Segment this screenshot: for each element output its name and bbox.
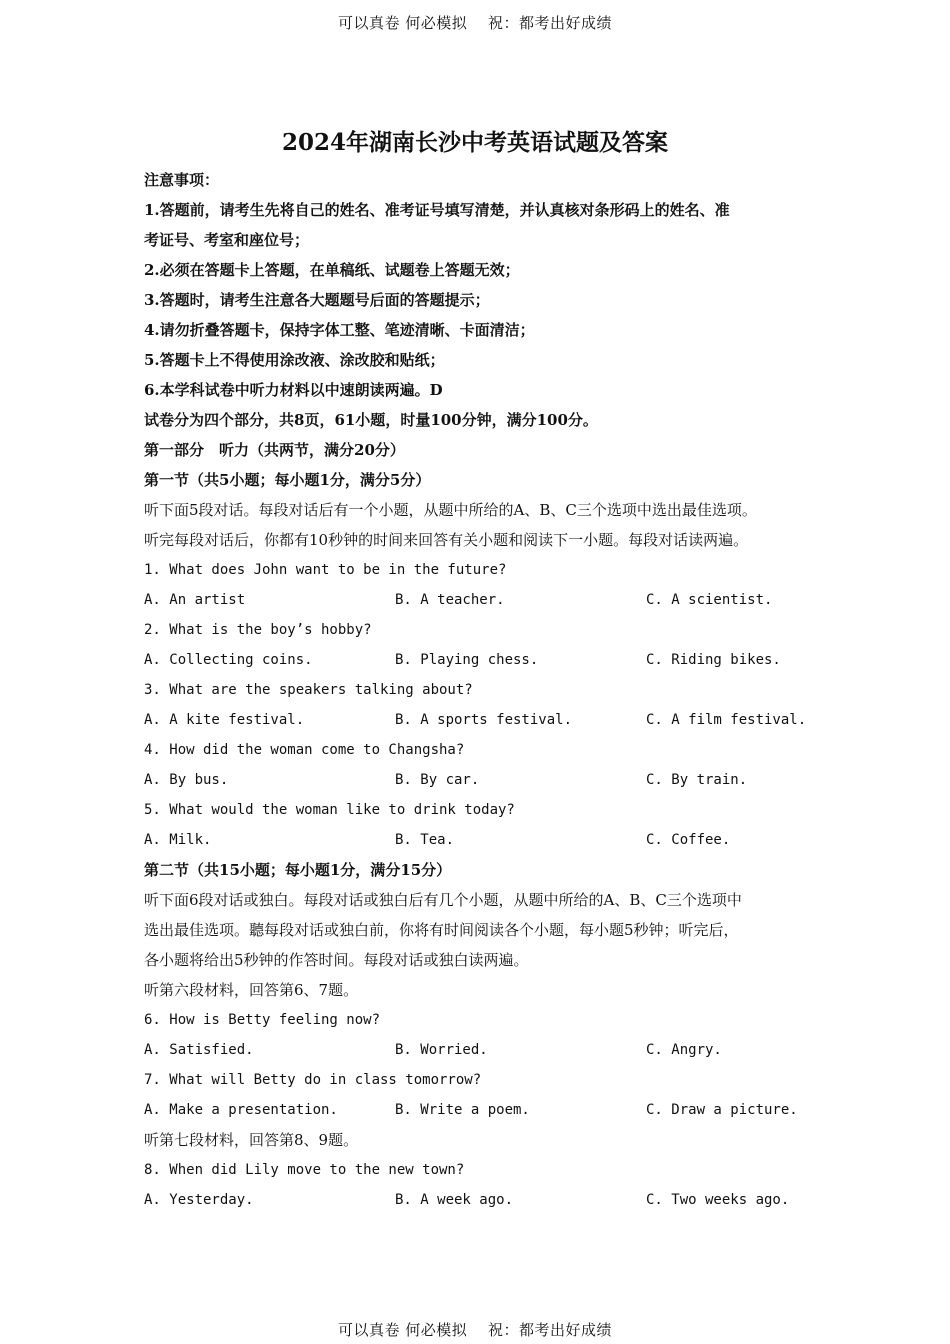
material7-questions [144,1155,814,1215]
section-instructions: 听完每段对话后，你都有10秒钟的时间来回答有关小题和阅读下一小题。每段对话读两遍。 [144,531,749,549]
option-b: B. By car. [395,772,480,788]
option-a: A. An artist [144,592,246,608]
page-footer: 可以真卷 何必模拟 祝：都考出好成绩 [337,1321,613,1339]
option-c: C. Riding bikes. [646,652,781,668]
notice-item: 1.答题前，请考生先将自己的姓名、准考证号填写清楚，并认真核对条形码上的姓名、准 [144,201,730,219]
answer-options [144,1095,814,1125]
option-b: B. A week ago. [395,1192,514,1208]
question-stem: 2. What is the boy’s hobby? [144,622,372,638]
notice-item: 4.请勿折叠答题卡，保持字体工整、笔迹清晰、卡面清洁； [144,321,535,339]
material-note: 听第六段材料，回答第6、7题。 [144,981,359,999]
question-stem: 7. What will Betty do in class tomorrow? [144,1072,482,1088]
material6-questions [144,1005,814,1125]
option-a: A. By bus. [144,772,229,788]
notice-item: 3.答题时，请考生注意各大题题号后面的答题提示； [144,291,490,309]
option-a: A. A kite festival. [144,712,305,728]
option-b: B. Worried. [395,1042,488,1058]
material-note: 听第七段材料，回答第8、9题。 [144,1131,359,1149]
answer-options [144,705,814,735]
option-c: C. A film festival. [646,712,807,728]
question-stem: 1. What does John want to be in the future? [144,562,507,578]
document-title: 2024年湖南长沙中考英语试题及答案 [281,129,668,156]
notice-item: 5.答题卡上不得使用涂改液、涂改胶和贴纸； [144,351,445,369]
answer-options [144,765,814,795]
option-b: B. Tea. [395,832,455,848]
answer-options [144,1035,814,1065]
answer-options [144,1185,814,1215]
option-a: A. Collecting coins. [144,652,313,668]
section-heading: 第二节（共15小题；每小题1分，满分15分） [144,861,452,879]
option-c: C. A scientist. [646,592,773,608]
option-c: C. Angry. [646,1042,722,1058]
option-a: A. Milk. [144,832,212,848]
answer-options [144,825,814,855]
page-header: 可以真卷 何必模拟 祝：都考出好成绩 [337,14,613,32]
option-b: B. A sports festival. [395,712,573,728]
part-heading: 第一部分 听力（共两节，满分20分） [144,441,405,459]
answer-options [144,585,814,615]
question-stem: 4. How did the woman come to Changsha? [144,742,465,758]
option-a: A. Yesterday. [144,1192,254,1208]
option-c: C. Two weeks ago. [646,1192,790,1208]
option-b: B. Playing chess. [395,652,539,668]
option-a: A. Satisfied. [144,1042,254,1058]
notice-item: 2.必须在答题卡上答题，在单稿纸、试题卷上答题无效； [144,261,520,279]
question-stem: 6. How is Betty feeling now? [144,1012,381,1028]
question-stem: 8. When did Lily move to the new town? [144,1162,465,1178]
paper-intro: 试卷分为四个部分，共8页，61小题，时量100分钟，满分100分。 [144,411,598,429]
option-b: B. Write a poem. [395,1102,530,1118]
notice-item: 考证号、考室和座位号； [144,231,310,249]
section-instructions: 听下面6段对话或独白。每段对话或独白后有几个小题，从题中所给的A、B、C三个选项中 [144,891,742,909]
notice-heading: 注意事项： [144,171,220,189]
document-body [144,165,814,1215]
option-c: C. By train. [646,772,748,788]
answer-options [144,645,814,675]
option-c: C. Draw a picture. [646,1102,798,1118]
section-instructions: 听下面5段对话。每段对话后有一个小题，从题中所给的A、B、C三个选项中选出最佳选项。 [144,501,757,519]
option-a: A. Make a presentation. [144,1102,338,1118]
section-instructions: 各小题将给出5秒钟的作答时间。每段对话或独白读两遍。 [144,951,529,969]
section-heading: 第一节（共5小题；每小题1分，满分5分） [144,471,431,489]
option-c: C. Coffee. [646,832,731,848]
notice-item: 6.本学科试卷中听力材料以中速朗读两遍。D [144,381,443,399]
question-stem: 3. What are the speakers talking about? [144,682,473,698]
option-b: B. A teacher. [395,592,505,608]
section-instructions: 选出最佳选项。聽每段对话或独白前，你将有时间阅读各个小题，每小题5秒钟；听完后， [144,921,739,939]
question-stem: 5. What would the woman like to drink today? [144,802,515,818]
section1-questions [144,555,814,855]
